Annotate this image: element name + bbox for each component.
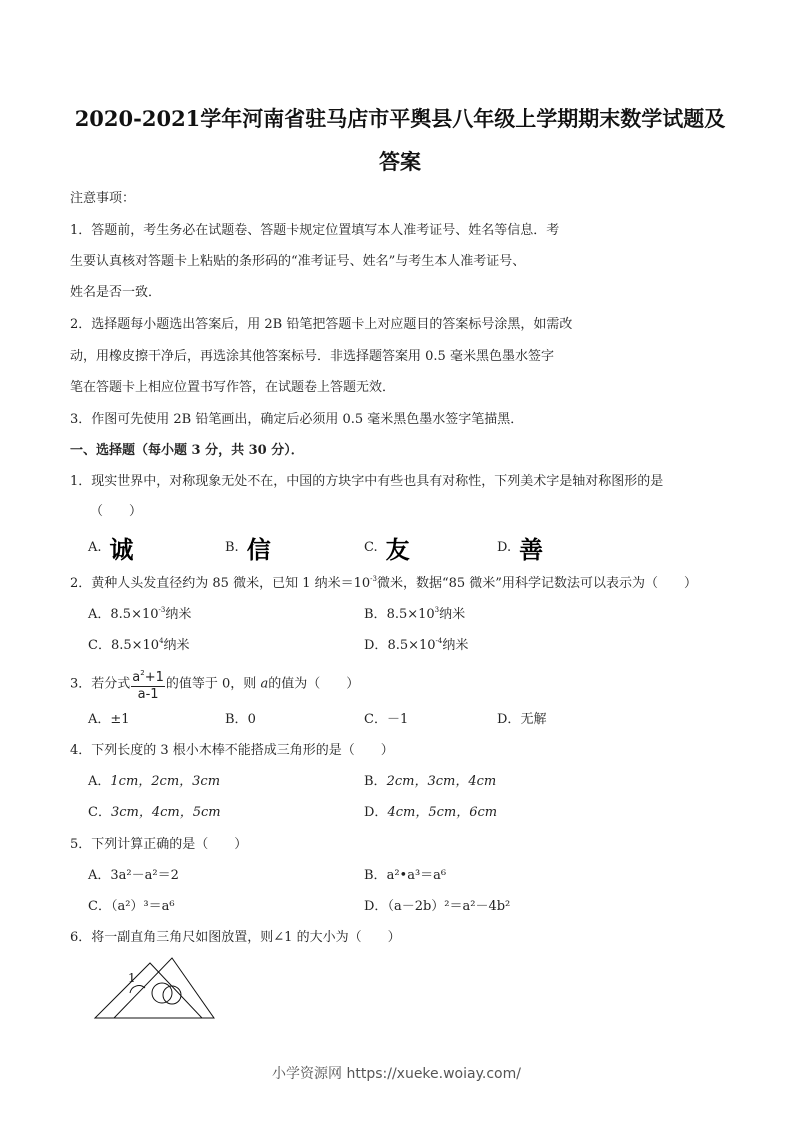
num-var: a [132, 670, 141, 685]
exponent: 4 [159, 637, 164, 645]
question-1-option-c [364, 530, 410, 565]
exponent: -4 [435, 637, 443, 645]
document-title-line2: 答案 [379, 149, 421, 174]
question-1-answer-paren: （ ） [90, 504, 143, 519]
footer-watermark: 小学资源网 https://xueke.woiay.com/ [272, 1066, 521, 1082]
document-title-line1: 2020-2021学年河南省驻马店市平舆县八年级上学期期末数学试题及 [74, 106, 726, 131]
question-1-option-b [225, 530, 271, 565]
num-rest: +1 [144, 670, 164, 685]
section-heading-choice: 一、选择题（每小题 3 分，共 30 分）． [70, 443, 304, 458]
option-text: ±1 [110, 712, 130, 727]
option-text: 3cm，4cm，5cm [110, 805, 221, 820]
option-label: B． [364, 868, 387, 883]
question-5-stem: 5．下列计算正确的是（ ） [70, 837, 248, 852]
question-1-stem: 1．现实世界中，对称现象无处不在，中国的方块字中有些也具有对称性，下列美术字是轴对称图形的是 [70, 474, 664, 489]
stem-part: 2．黄种人头发直径约为 85 微米，已知 1 纳米＝10 [70, 576, 371, 591]
notice-line-5: 动，用橡皮擦干净后，再选涂其他答案标号．非选择题答案用 0.5 毫米黑色墨水签字 [70, 349, 554, 364]
option-text: 0 [247, 712, 256, 727]
fraction-numerator [131, 665, 165, 687]
option-label: D． [364, 805, 388, 820]
question-3-option-c [364, 708, 408, 727]
option-base: 8.5×10 [387, 638, 436, 653]
option-base: 8.5×10 [110, 638, 160, 653]
question-2-option-c [88, 634, 190, 653]
notice-line-4: 2．选择题每小题选出答案后，用 2B 铅笔把答题卡上对应题目的答案标号涂黑，如需改 [70, 317, 573, 332]
question-2-option-a [88, 603, 191, 622]
fraction-denominator: a-1 [137, 687, 159, 702]
question-3-option-d [497, 708, 546, 727]
option-text: 4cm，5cm，6cm [387, 805, 498, 820]
notice-line-2: 生要认真核对答题卡上粘贴的条形码的“准考证号、姓名”与考生本人准考证号、 [70, 254, 526, 269]
notice-line-3: 姓名是否一致． [70, 285, 162, 300]
option-unit: 纳米 [442, 638, 469, 653]
option-label: C． [88, 899, 111, 914]
option-char: 诚 [109, 536, 134, 564]
question-4-option-b [364, 770, 496, 789]
question-5-option-b [364, 864, 446, 883]
option-label: A． [88, 712, 111, 727]
option-text: 3a²－a²＝2 [110, 868, 179, 883]
triangle-rulers-figure [90, 955, 225, 1025]
option-label: B． [364, 774, 387, 789]
stem-part: 的值等于 0，则 [165, 676, 261, 692]
option-label: C． [88, 638, 111, 653]
option-char: 信 [246, 536, 271, 564]
stem-part: 微米，数据“85 微米”用科学记数法可以表示为（ ） [376, 576, 697, 591]
stem-part: 的值为（ ） [268, 676, 360, 692]
exponent: 2 [140, 669, 145, 677]
exponent: -3 [158, 606, 166, 614]
question-2-option-b [364, 603, 465, 622]
option-label: D． [364, 638, 388, 653]
option-text: 1cm，2cm，3cm [110, 774, 221, 789]
option-text: 无解 [520, 712, 547, 727]
question-5-option-a [88, 864, 179, 883]
question-4-option-a [88, 770, 220, 789]
triangle-45 [95, 963, 202, 1018]
option-label: D． [364, 899, 388, 914]
notice-heading: 注意事项： [70, 191, 136, 206]
option-label: A． [88, 868, 111, 883]
option-base: 8.5×10 [110, 607, 159, 622]
option-label: A. [88, 540, 102, 555]
option-text: －1 [386, 712, 409, 727]
question-3-stem [70, 665, 359, 703]
question-3-option-a [88, 708, 130, 727]
option-text: a²•a³＝a⁶ [386, 868, 447, 883]
option-label: C． [364, 712, 387, 727]
question-5-option-c [88, 895, 175, 914]
question-6-stem: 6．将一副直角三角尺如图放置，则∠1 的大小为（ ） [70, 930, 401, 945]
option-label: B. [225, 540, 239, 555]
exponent: -3 [370, 575, 377, 583]
option-unit: 纳米 [165, 607, 192, 622]
option-label: A． [88, 607, 111, 622]
option-label: D． [497, 712, 521, 727]
question-4-option-c [88, 801, 221, 820]
option-label: D. [497, 540, 512, 555]
question-1-option-d [497, 530, 543, 565]
question-4-option-d [364, 801, 497, 820]
notice-line-7: 3．作图可先使用 2B 铅笔画出，确定后必须用 0.5 毫米黑色墨水签字笔描黑． [70, 412, 524, 427]
option-label: B． [364, 607, 387, 622]
fraction [131, 665, 165, 703]
question-5-option-d [364, 895, 510, 914]
option-char: 善 [519, 536, 544, 564]
option-text: 2cm，3cm，4cm [386, 774, 497, 789]
question-3-option-b [225, 708, 256, 727]
triangle-30-60 [114, 958, 214, 1018]
option-label: C． [88, 805, 111, 820]
notice-line-6: 笔在答题卡上相应位置书写作答，在试题卷上答题无效． [70, 380, 396, 395]
question-2-stem [70, 572, 697, 591]
option-text: （a－2b）²＝a²－4b² [387, 899, 511, 914]
option-base: 8.5×10 [386, 607, 435, 622]
option-unit: 纳米 [439, 607, 466, 622]
notice-line-1: 1．答题前，考生务必在试题卷、答题卡规定位置填写本人准考证号、姓名等信息．考 [70, 223, 560, 238]
exponent: 3 [434, 606, 440, 614]
option-text: （a²）³＝a⁶ [110, 899, 175, 914]
option-label: C. [364, 540, 378, 555]
option-label: B． [225, 712, 248, 727]
variable: a [260, 676, 269, 692]
angle-label: 1 [128, 971, 136, 985]
question-4-stem: 4．下列长度的 3 根小木棒不能搭成三角形的是（ ） [70, 743, 394, 758]
question-1-option-a [88, 530, 134, 565]
option-unit: 纳米 [163, 638, 190, 653]
option-label: A． [88, 774, 111, 789]
angle-arc [130, 986, 145, 993]
option-char: 友 [385, 536, 410, 564]
stem-part: 3．若分式 [70, 676, 131, 692]
question-2-option-d [364, 634, 468, 653]
